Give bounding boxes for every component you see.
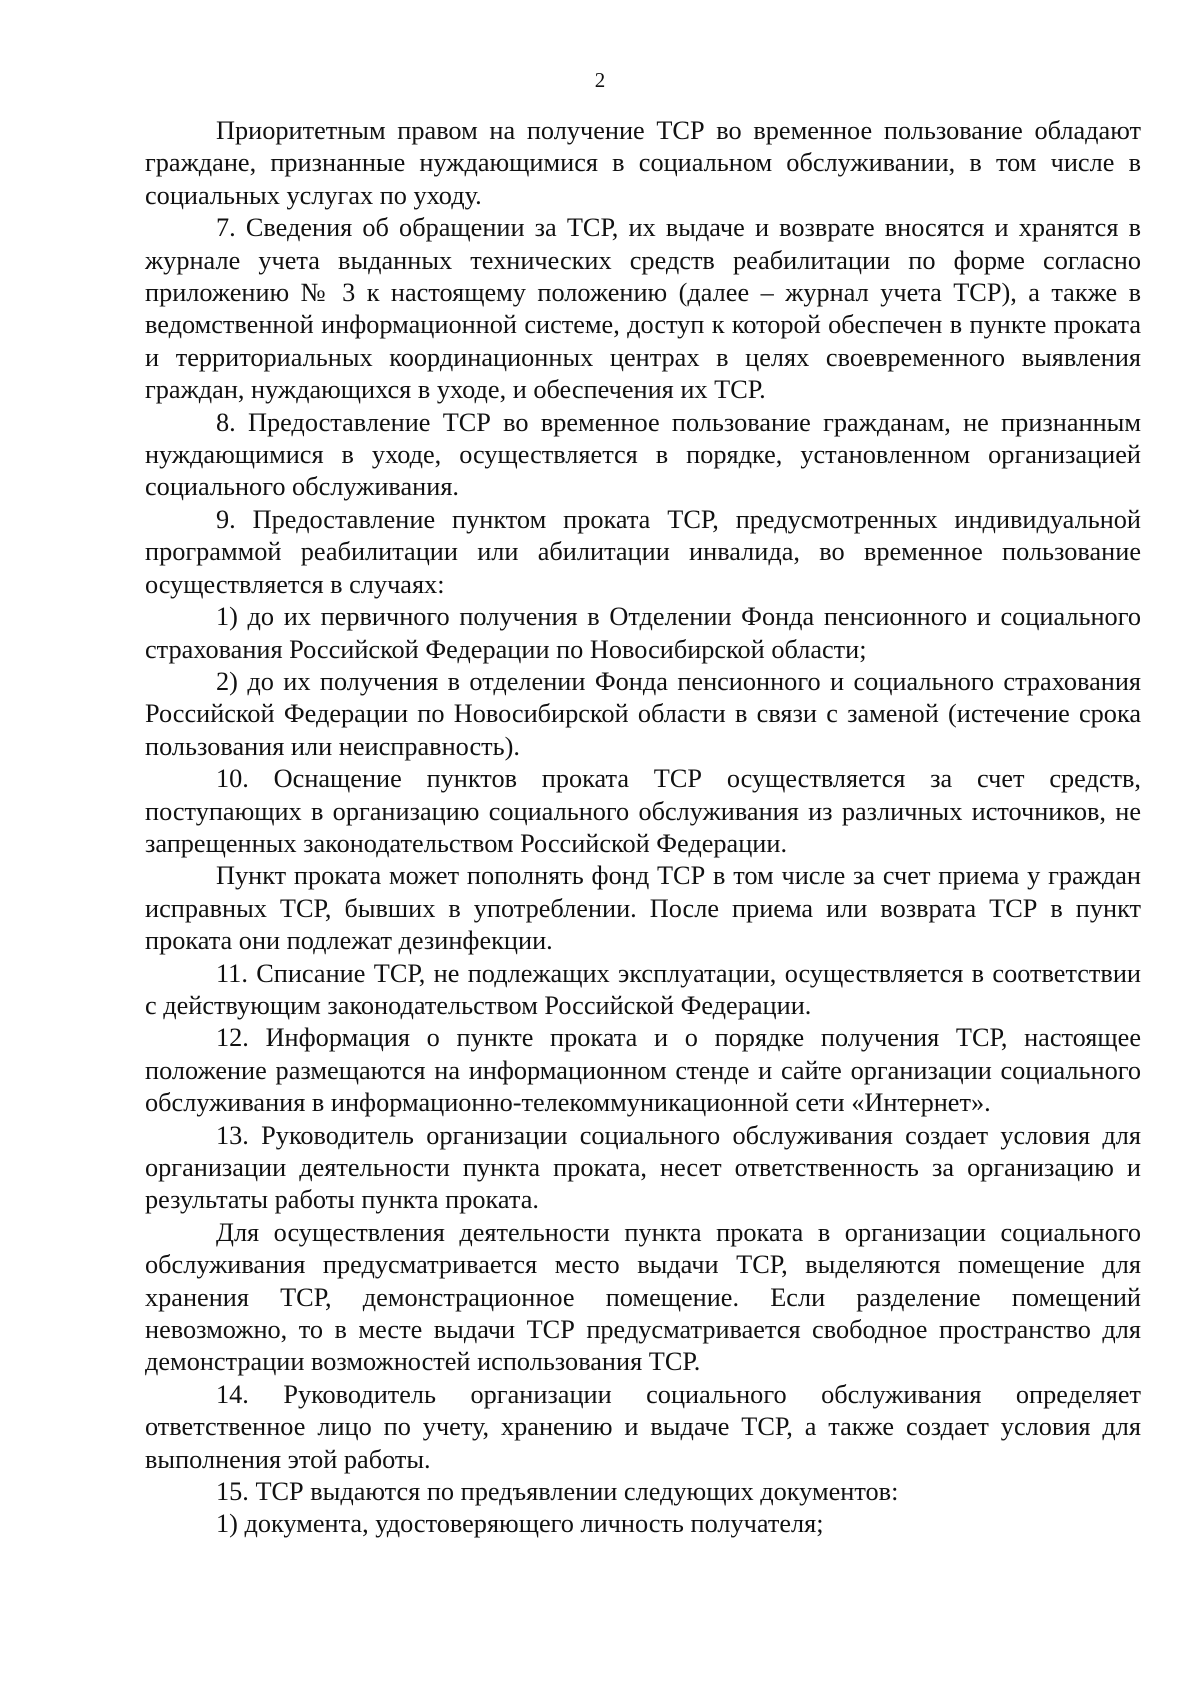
paragraph-15-item-1: 1) документа, удостоверяющего личность получателя;: [216, 1509, 824, 1539]
paragraph-10-fund: Пункт проката может пополнять фонд ТСР в том числе за счет приема у граждан исправных ТСР, бывших в употреблении. После приема или возврата ТСР в пункт проката они подлежат дезинфекции.: [145, 861, 1141, 956]
paragraph-12: 12. Информация о пункте проката и о порядке получения ТСР, настоящее положение размещаются на информационном стенде и сайте организации социального обслуживания в информационно-телекоммуникационной сети «Интернет».: [145, 1023, 1141, 1118]
page-number: 2: [594, 68, 606, 92]
paragraph-9: 9. Предоставление пунктом проката ТСР, предусмотренных индивидуальной программой реабилитации или абилитации инвалида, во временное пользование осуществляется в случаях:: [145, 504, 1141, 599]
paragraph-9-item-1: 1) до их первичного получения в Отделении Фонда пенсионного и социального страхования Российской Федерации по Новосибирской области;: [145, 602, 1141, 664]
paragraph-15: 15. ТСР выдаются по предъявлении следующих документов:: [216, 1477, 899, 1507]
paragraph-11: 11. Списание ТСР, не подлежащих эксплуатации, осуществляется в соответствии с действующим законодательством Российской Федерации.: [145, 958, 1141, 1020]
paragraph-7: 7. Сведения об обращении за ТСР, их выдаче и возврате вносятся и хранятся в журнале учета выданных технических средств реабилитации по форме согласно приложению № 3 к настоящему положению (далее – журнал учета ТСР), а также в ведомственной информационной системе, доступ к которой обеспечен в пункте проката и территориальных координационных центрах в целях своевременного выявления граждан, нуждающихся в уходе, и обеспечения их ТСР.: [145, 213, 1141, 405]
paragraph-10: 10. Оснащение пунктов проката ТСР осуществляется за счет средств, поступающих в организацию социального обслуживания из различных источников, не запрещенных законодательством Российской Федерации.: [145, 764, 1141, 858]
paragraph-8: 8. Предоставление ТСР во временное пользование гражданам, не признанным нуждающимися в уходе, осуществляется в порядке, установленном организацией социального обслуживания.: [145, 407, 1141, 502]
paragraph-9-item-2: 2) до их получения в отделении Фонда пенсионного и социального страхования Российской Федерации по Новосибирской области в связи с заменой (истечение срока пользования или неисправность).: [145, 666, 1141, 761]
paragraph-14: 14. Руководитель организации социального обслуживания определяет ответственное лицо по учету, хранению и выдаче ТСР, а также создает условия для выполнения этой работы.: [145, 1379, 1141, 1474]
paragraph-13: 13. Руководитель организации социального обслуживания создает условия для организации деятельности пункта проката, несет ответственность за организацию и результаты работы пункта проката.: [145, 1120, 1141, 1215]
paragraph-13-premises: Для осуществления деятельности пункта проката в организации социального обслуживания предусматривается место выдачи ТСР, выделяются помещение для хранения ТСР, демонстрационное помещение. Если разделение помещений невозможно, то в месте выдачи ТСР предусматривается свободное пространство для демонстрации возможностей использования ТСР.: [145, 1217, 1141, 1377]
document-body: [145, 115, 1141, 1541]
paragraph-priority-right: Приоритетным правом на получение ТСР во временное пользование обладают граждане, признанные нуждающимися в социальном обслуживании, в том числе в социальных услугах по уходу.: [145, 116, 1141, 210]
